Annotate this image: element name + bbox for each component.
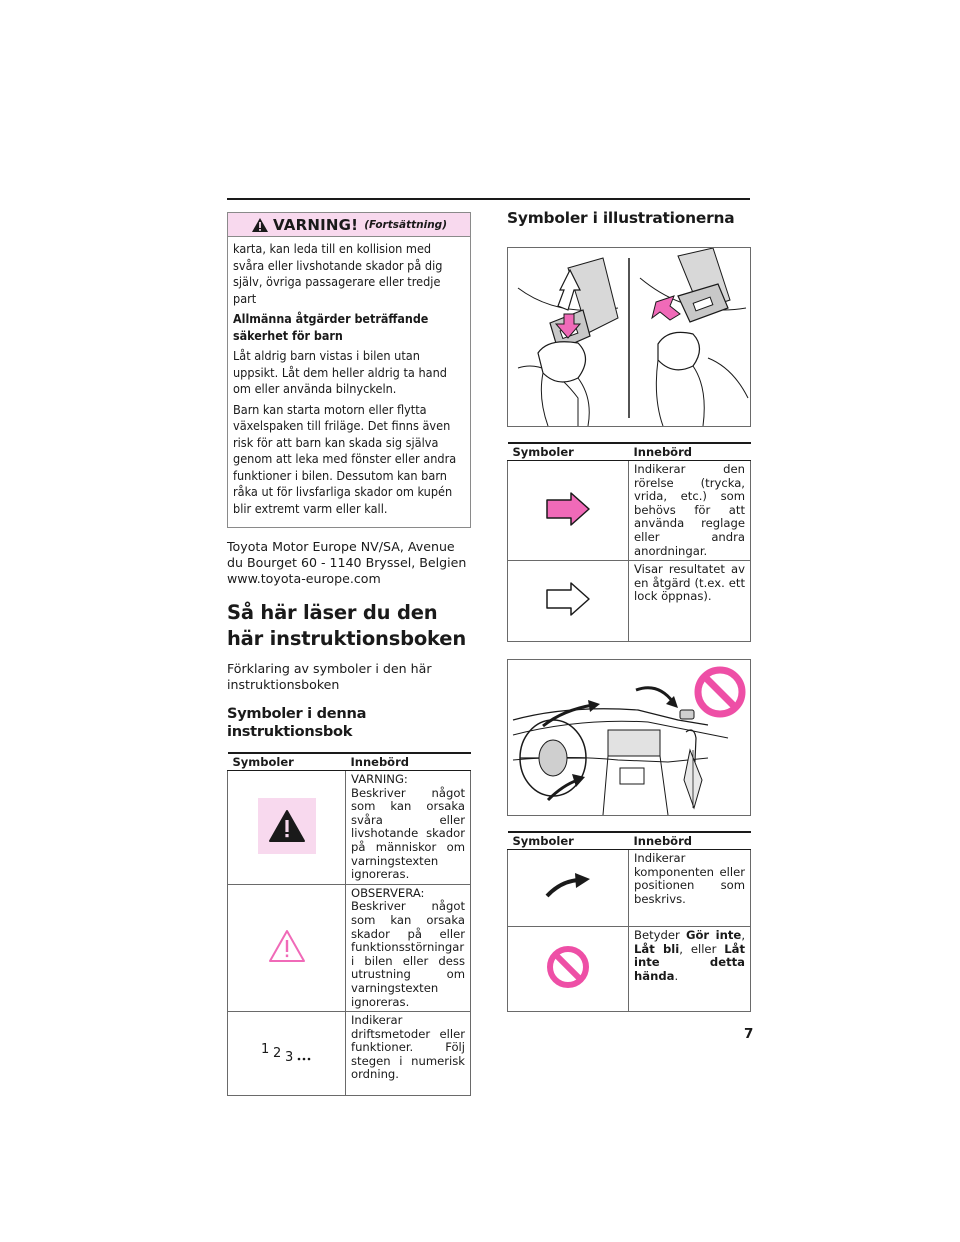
meaning-title: VARNING:	[351, 772, 408, 786]
caution-outline-icon	[267, 928, 307, 964]
illustrations-title: Symboler i illustrationerna	[507, 209, 735, 227]
meaning-bold: Gör inte	[685, 928, 742, 943]
column-header: Innebörd	[629, 443, 751, 461]
left-column	[227, 212, 471, 1096]
warning-paragraph: Barn kan starta motorn eller flytta växelspaken till friläge. Det finns även risk för att barn kan skada sig själva genom att leka med fönster eller andra funktioner i bilen. Dessutom kan barn råka ut för livsfarliga skador om kupén blir extremt varm eller kall.	[233, 401, 457, 516]
subsection-title: Symboler i denna instruktionsbok	[227, 705, 367, 740]
top-rule	[227, 198, 750, 200]
warning-triangle-icon	[251, 217, 269, 233]
meaning-bold: Låt inte detta hända	[634, 941, 745, 983]
warning-heading: Allmänna åtgärder beträffande säkerhet för barn	[233, 311, 429, 343]
step-numbers-icon	[257, 1039, 317, 1065]
section-title: Så här läser du den här instruktionsboken	[227, 601, 467, 650]
meaning-cell	[629, 927, 751, 1012]
meaning-title: OBSERVERA:	[351, 885, 425, 900]
meaning-cell	[346, 884, 471, 1011]
prohibition-icon	[545, 944, 591, 990]
table-row	[508, 850, 751, 927]
illustration-symbols-table	[507, 442, 751, 642]
meaning-end: .	[674, 968, 679, 983]
meaning-text: Beskriver något som kan orsaka skador på eller funktionsstörningar i bilen eller dess utrustning om varningstexten ignoreras.	[351, 899, 465, 1009]
intro-text: Förklaring av symboler i den här instruktionsboken	[227, 661, 432, 692]
symbol-cell	[228, 1012, 346, 1096]
meaning-cell	[346, 771, 471, 885]
svg-text:2: 2	[272, 1045, 281, 1061]
column-header: Symboler	[508, 443, 629, 461]
warning-box	[227, 212, 471, 528]
meaning-text: Beskriver något som kan orsaka svåra eller livshotande skador på människor om varningstexten ignoreras.	[351, 785, 465, 882]
dashboard-illustration	[507, 659, 751, 816]
column-header: Symboler	[508, 832, 629, 850]
symbol-cell	[508, 850, 629, 927]
curved-arrow-icon	[543, 871, 593, 901]
warning-title: VARNING!	[272, 215, 359, 234]
component-symbols-table	[507, 831, 751, 1012]
svg-text:3: 3	[284, 1049, 293, 1065]
warning-header	[228, 213, 470, 237]
right-column	[507, 208, 751, 1012]
table-row	[508, 561, 751, 642]
column-header: Innebörd	[629, 832, 751, 850]
symbol-cell	[508, 927, 629, 1012]
table-row	[228, 884, 471, 1011]
table-row	[508, 927, 751, 1012]
seatbelt-illustration	[507, 247, 751, 427]
outline-arrow-icon	[545, 581, 591, 617]
table-row	[508, 461, 751, 561]
table-row	[228, 1012, 471, 1096]
warning-filled-icon	[258, 798, 316, 854]
warning-paragraph: Låt aldrig barn vistas i bilen utan uppsikt. Låt dem heller aldrig ta hand om eller använda bilnyckeln.	[233, 348, 447, 396]
symbols-table	[227, 752, 471, 1096]
symbol-cell	[228, 884, 346, 1011]
meaning-cell: Indikerar komponenten eller positionen som beskrivs.	[629, 850, 751, 927]
svg-text:1: 1	[260, 1041, 269, 1057]
meaning-cell: Indikerar den rörelse (trycka, vrida, etc.) som behövs för att använda reglage eller andra anordningar.	[629, 461, 751, 561]
meaning-separator: , eller	[679, 941, 725, 956]
meaning-cell: Indikerar driftsmetoder eller funktioner. Följ stegen i numerisk ordning.	[346, 1012, 471, 1096]
pink-arrow-icon	[545, 491, 591, 527]
meaning-bold: Låt bli	[634, 941, 680, 956]
column-header: Innebörd	[346, 753, 471, 771]
meaning-cell: Visar resultatet av en åtgärd (t.ex. ett lock öppnas).	[629, 561, 751, 642]
page-number: 7	[744, 1026, 754, 1042]
warning-body	[228, 237, 470, 527]
dashboard-image	[508, 660, 750, 815]
meaning-separator: ,	[741, 928, 745, 943]
meaning-text: Betyder	[634, 928, 686, 943]
warning-paragraph: karta, kan leda till en kollision med svåra eller livshotande skador på dig själv, övriga passagerare eller tredje part	[233, 241, 443, 306]
seatbelt-image	[508, 248, 750, 426]
column-header: Symboler	[228, 753, 346, 771]
warning-subtitle: (Fortsättning)	[364, 218, 447, 231]
symbol-cell	[508, 461, 629, 561]
symbol-cell	[228, 771, 346, 885]
symbol-cell	[508, 561, 629, 642]
table-row	[228, 771, 471, 885]
address: Toyota Motor Europe NV/SA, Avenue du Bourget 60 - 1140 Bryssel, Belgien www.toyota-europe.com	[227, 539, 467, 586]
